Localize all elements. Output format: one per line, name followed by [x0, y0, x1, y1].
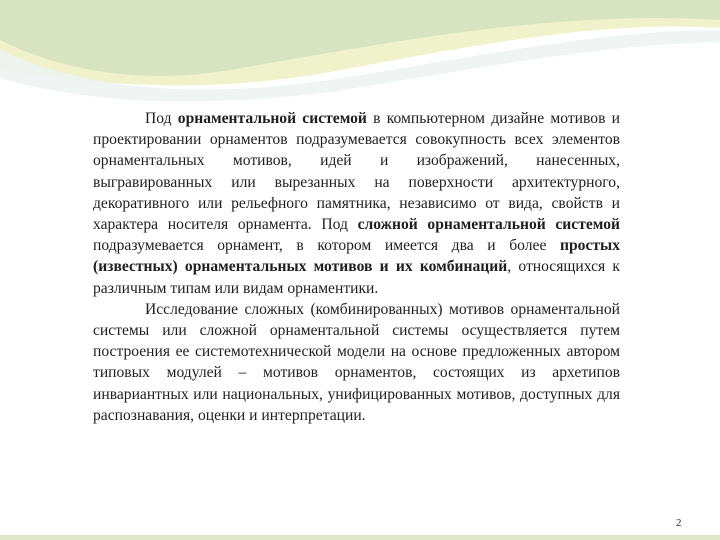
top-decorative-waves	[0, 0, 720, 110]
bottom-accent-line	[0, 535, 720, 540]
body-text	[93, 108, 620, 426]
page-number: 2	[676, 517, 682, 529]
paragraph-research: Исследование сложных (комбинированных) мотивов орнаментальной системы или сложной орнаментальной системы осуществляется путем построения ее системотехнической модели на основе предложенных автором типовых модулей – мотивов орнаментов, состоящих из архетипов инвариантных или национальных, унифицированных мотивов, доступных для распознавания, оценки и интерпретации.	[93, 300, 620, 424]
paragraph-definition	[93, 108, 620, 299]
term-simple-motifs: простых (известных) орнаментальных мотивов и их комбинаций	[93, 237, 620, 276]
text-segment: в компьютерном дизайне мотивов и проектировании орнаментов подразумевается совокупность всех элементов орнаментальных мотивов, идей и изображений, нанесенных, выгравированных или вырезанных на поверхности архитектурного, декоративного или рельефного памятника, независимо от вида, свойств и характера носителя орнамента. Под	[93, 110, 620, 234]
text-segment: подразумевается орнамент, в котором имеется два и более	[93, 237, 560, 255]
term-complex-system: сложной орнаментальной системой	[357, 216, 620, 234]
term-ornamental-system: орнаментальной системой	[177, 110, 367, 127]
text-segment: , относящихся к различным типам или видам орнаментики.	[93, 258, 620, 297]
text-segment: Под	[145, 110, 178, 127]
